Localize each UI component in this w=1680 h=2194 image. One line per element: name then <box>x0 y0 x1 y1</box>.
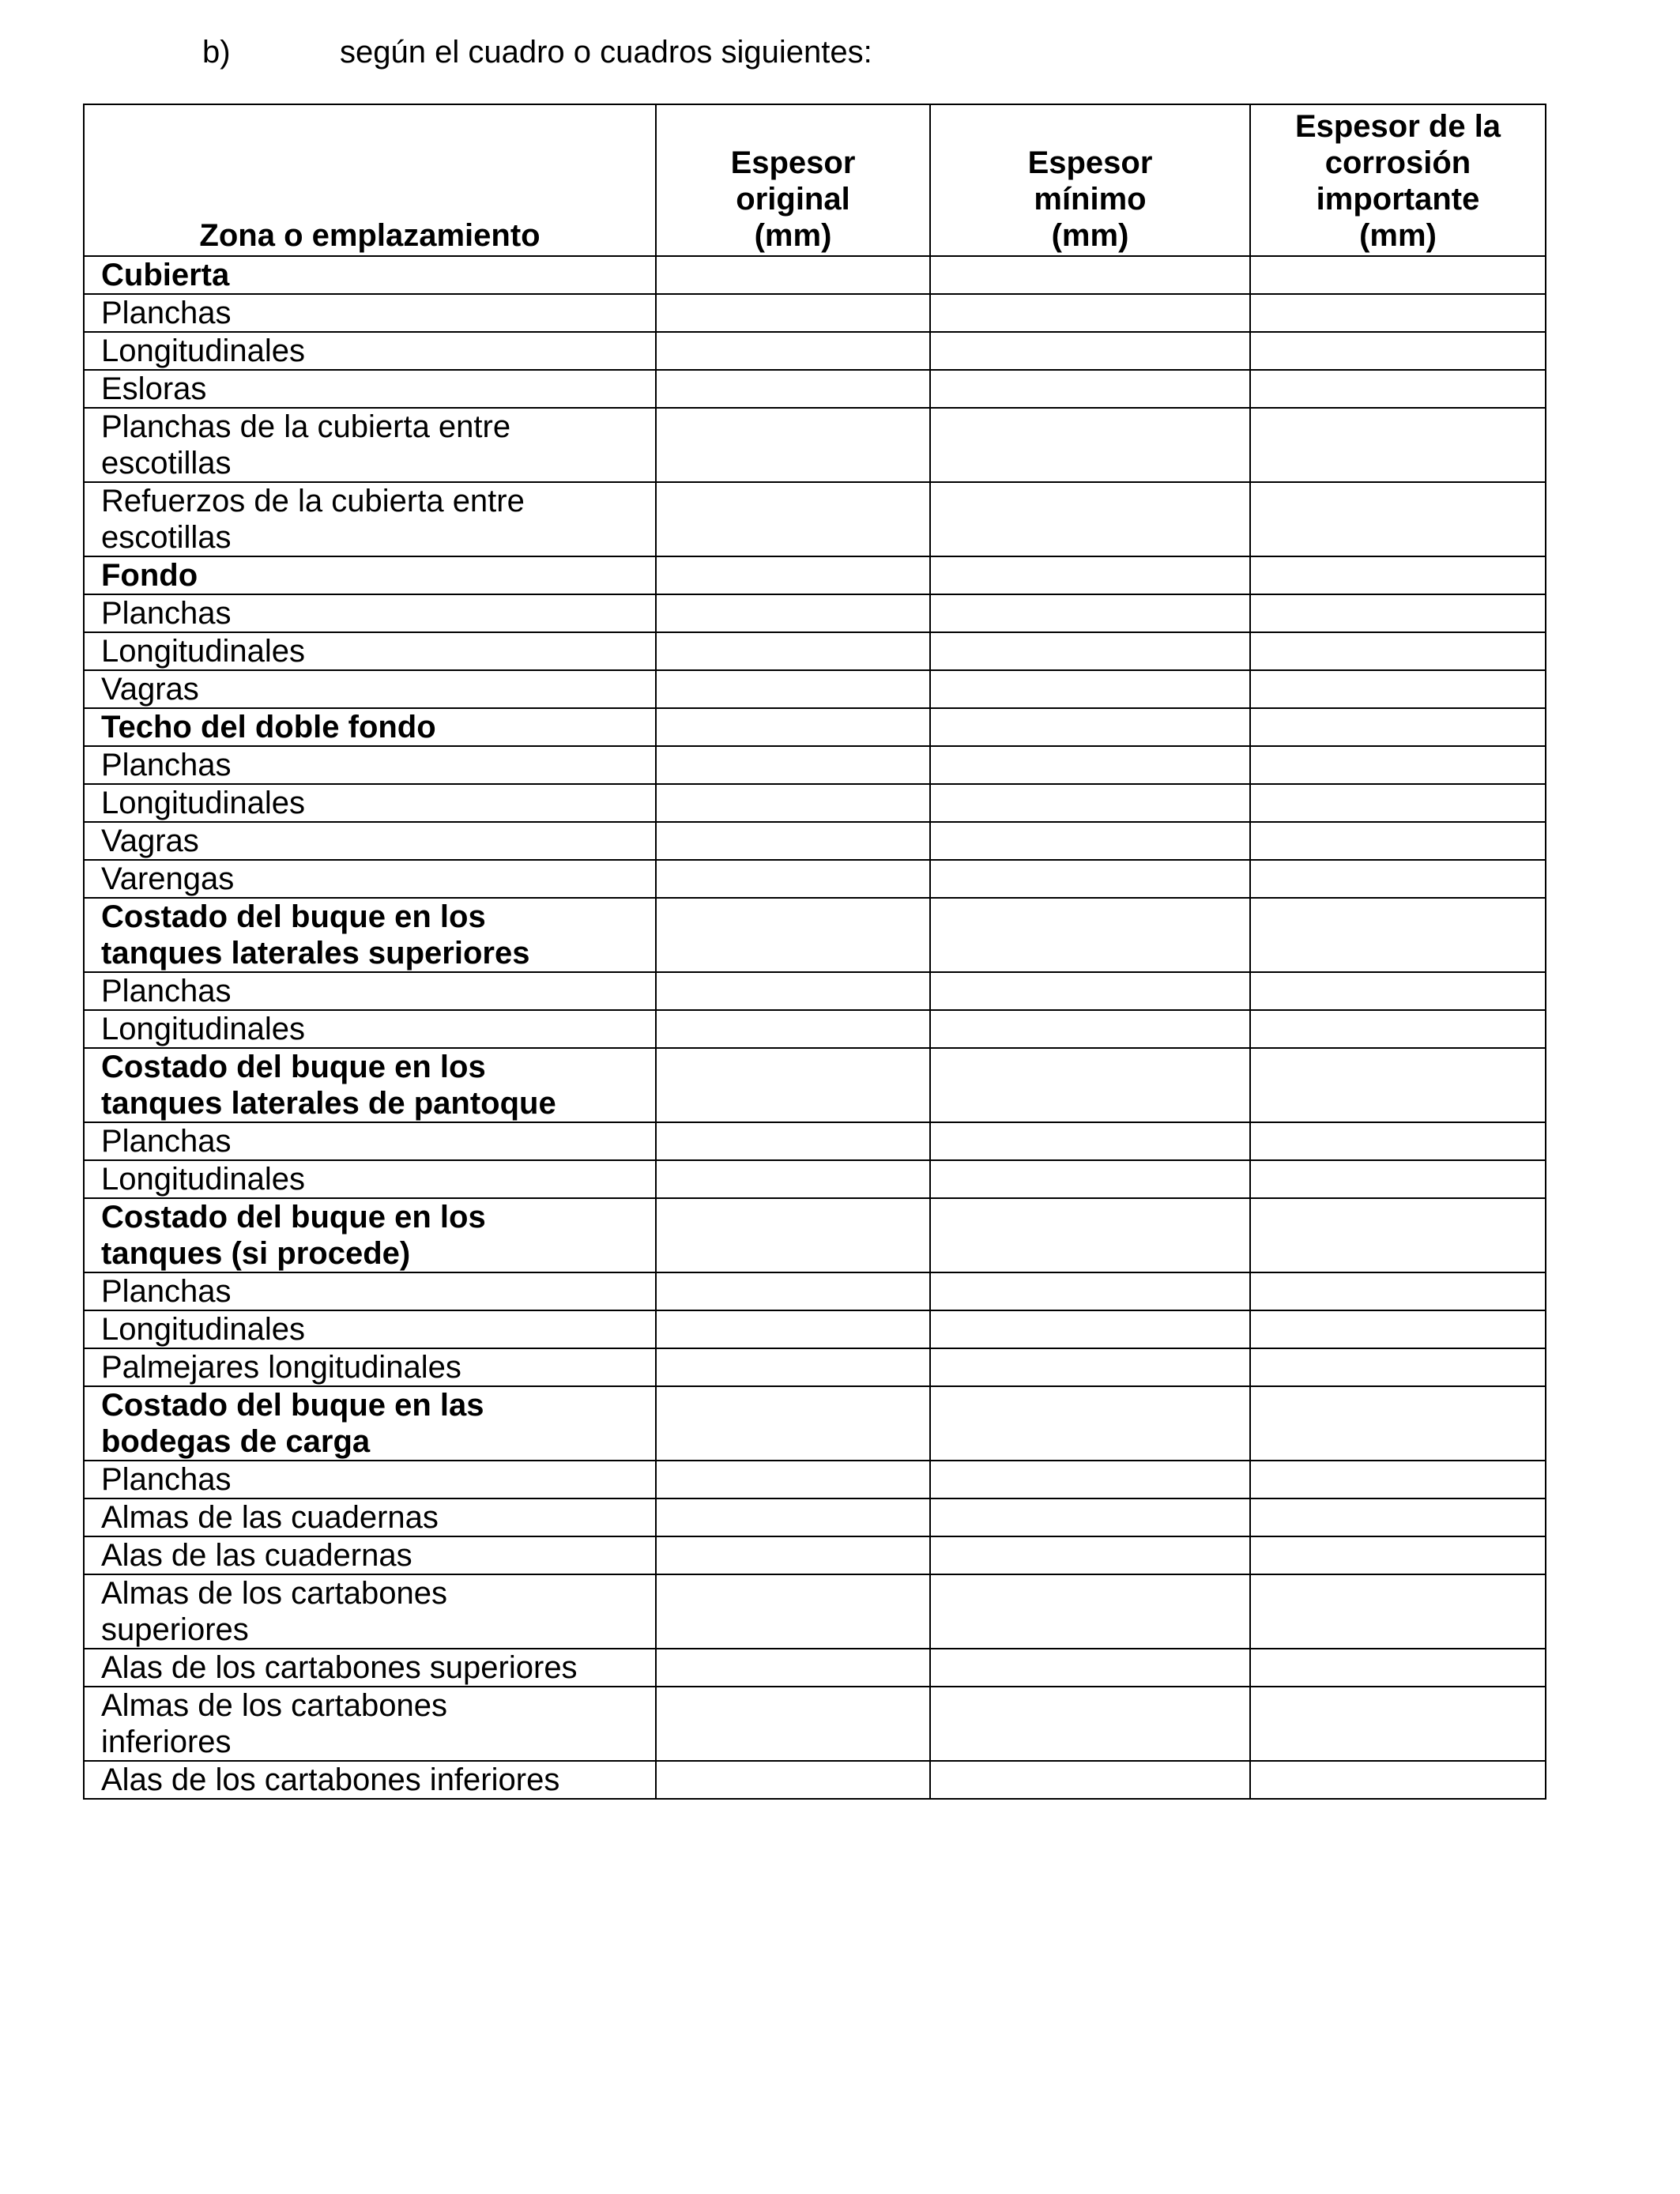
row-label-text: Longitudinales <box>101 634 305 669</box>
espesor-minimo-cell <box>930 594 1250 632</box>
row-label-text: Costado del buque en las <box>101 1388 484 1423</box>
espesor-minimo-cell <box>930 860 1250 898</box>
espesor-original-cell <box>656 1536 930 1574</box>
espesor-corrosion-cell <box>1250 1010 1546 1048</box>
espesor-minimo-cell <box>930 1048 1250 1122</box>
espesor-minimo-cell <box>930 784 1250 822</box>
row-label <box>84 1536 656 1574</box>
row-label <box>84 1310 656 1348</box>
espesor-corrosion-cell <box>1250 708 1546 746</box>
row-label <box>84 972 656 1010</box>
table-row <box>84 784 1546 822</box>
section-marker: b) <box>202 35 231 70</box>
row-label-text: Vagras <box>101 824 199 858</box>
row-label <box>84 1272 656 1310</box>
espesor-minimo-cell <box>930 1461 1250 1498</box>
row-label-text: escotillas <box>101 446 232 481</box>
row-label-text: Costado del buque en los <box>101 899 486 934</box>
espesor-original-cell <box>656 1010 930 1048</box>
espesor-corrosion-cell <box>1250 670 1546 708</box>
espesor-corrosion-cell <box>1250 746 1546 784</box>
espesor-corrosion-cell <box>1250 1048 1546 1122</box>
row-label <box>84 822 656 860</box>
table-row <box>84 898 1546 972</box>
header-espesor-minimo <box>930 104 1250 256</box>
espesor-original-cell <box>656 1160 930 1198</box>
espesor-minimo-cell <box>930 898 1250 972</box>
table-body <box>84 256 1546 1799</box>
espesor-original-cell <box>656 670 930 708</box>
espesor-minimo-cell <box>930 370 1250 408</box>
header-line: (mm) <box>1359 218 1437 253</box>
espesor-minimo-cell <box>930 1272 1250 1310</box>
espesor-original-cell <box>656 556 930 594</box>
section-row-label <box>84 898 656 972</box>
row-label-text: Techo del doble fondo <box>101 710 436 745</box>
row-label-text: tanques (si procede) <box>101 1236 411 1271</box>
section-row-label <box>84 1198 656 1272</box>
espesor-corrosion-cell <box>1250 256 1546 294</box>
espesor-minimo-cell <box>930 1687 1250 1761</box>
espesor-corrosion-cell <box>1250 1649 1546 1687</box>
row-label-text: Longitudinales <box>101 1012 305 1046</box>
espesor-minimo-cell <box>930 670 1250 708</box>
row-label <box>84 332 656 370</box>
header-line: (mm) <box>1051 218 1129 253</box>
table-row <box>84 408 1546 482</box>
espesor-minimo-cell <box>930 746 1250 784</box>
header-line: (mm) <box>754 218 832 253</box>
row-label-text: Palmejares longitudinales <box>101 1350 461 1385</box>
espesor-corrosion-cell <box>1250 632 1546 670</box>
espesor-corrosion-cell <box>1250 1461 1546 1498</box>
header-line: Espesor de la <box>1294 109 1501 144</box>
row-label-text: Alas de las cuadernas <box>101 1538 412 1573</box>
espesor-original-cell <box>656 708 930 746</box>
espesor-minimo-cell <box>930 1761 1250 1799</box>
espesor-original-cell <box>656 1761 930 1799</box>
espesor-original-cell <box>656 1498 930 1536</box>
table-row <box>84 708 1546 746</box>
espesor-original-cell <box>656 1386 930 1461</box>
row-label-text: Planchas <box>101 1274 232 1309</box>
espesor-original-cell <box>656 1574 930 1649</box>
espesor-corrosion-cell <box>1250 594 1546 632</box>
header-espesor-original <box>656 104 930 256</box>
espesor-corrosion-cell <box>1250 822 1546 860</box>
row-label <box>84 1160 656 1198</box>
espesor-corrosion-cell <box>1250 1272 1546 1310</box>
row-label-text: Planchas <box>101 748 232 782</box>
espesor-corrosion-cell <box>1250 332 1546 370</box>
table-row <box>84 1386 1546 1461</box>
thickness-table <box>83 104 1546 1800</box>
row-label-text: Alas de los cartabones superiores <box>101 1650 578 1685</box>
row-label <box>84 746 656 784</box>
espesor-corrosion-cell <box>1250 784 1546 822</box>
table-row <box>84 1498 1546 1536</box>
table-row <box>84 972 1546 1010</box>
espesor-corrosion-cell <box>1250 1160 1546 1198</box>
row-label-text: superiores <box>101 1612 249 1647</box>
row-label <box>84 482 656 556</box>
espesor-minimo-cell <box>930 1649 1250 1687</box>
espesor-corrosion-cell <box>1250 1574 1546 1649</box>
table-row <box>84 1048 1546 1122</box>
row-label <box>84 1461 656 1498</box>
row-label-text: Planchas de la cubierta entre <box>101 409 511 444</box>
table-row <box>84 1160 1546 1198</box>
table-row <box>84 632 1546 670</box>
table-row <box>84 670 1546 708</box>
row-label <box>84 1649 656 1687</box>
espesor-original-cell <box>656 1310 930 1348</box>
row-label-text: Planchas <box>101 974 232 1008</box>
espesor-original-cell <box>656 822 930 860</box>
table-header-row <box>84 104 1546 256</box>
espesor-minimo-cell <box>930 332 1250 370</box>
espesor-minimo-cell <box>930 972 1250 1010</box>
espesor-minimo-cell <box>930 632 1250 670</box>
row-label <box>84 1761 656 1799</box>
table-row <box>84 370 1546 408</box>
espesor-minimo-cell <box>930 1160 1250 1198</box>
row-label <box>84 632 656 670</box>
row-label <box>84 294 656 332</box>
row-label-text: tanques laterales de pantoque <box>101 1086 556 1121</box>
row-label-text: Planchas <box>101 296 232 330</box>
espesor-original-cell <box>656 1272 930 1310</box>
table-row <box>84 1461 1546 1498</box>
row-label-text: escotillas <box>101 520 232 555</box>
row-label-text: Planchas <box>101 1124 232 1159</box>
espesor-minimo-cell <box>930 1010 1250 1048</box>
row-label <box>84 1687 656 1761</box>
section-heading-text: según el cuadro o cuadros siguientes: <box>340 35 872 70</box>
espesor-original-cell <box>656 1048 930 1122</box>
row-label <box>84 1574 656 1649</box>
row-label-text: Longitudinales <box>101 1162 305 1197</box>
table-row <box>84 1574 1546 1649</box>
espesor-minimo-cell <box>930 1122 1250 1160</box>
espesor-minimo-cell <box>930 822 1250 860</box>
header-line: Zona o emplazamiento <box>199 218 541 253</box>
espesor-corrosion-cell <box>1250 294 1546 332</box>
table-row <box>84 1649 1546 1687</box>
row-label-text: Esloras <box>101 371 207 406</box>
espesor-corrosion-cell <box>1250 482 1546 556</box>
table-row <box>84 294 1546 332</box>
row-label <box>84 594 656 632</box>
espesor-corrosion-cell <box>1250 1348 1546 1386</box>
espesor-minimo-cell <box>930 1348 1250 1386</box>
section-row-label <box>84 256 656 294</box>
row-label <box>84 370 656 408</box>
header-espesor-corrosion <box>1250 104 1546 256</box>
espesor-minimo-cell <box>930 1198 1250 1272</box>
espesor-original-cell <box>656 784 930 822</box>
header-line: Espesor <box>730 145 856 180</box>
espesor-minimo-cell <box>930 482 1250 556</box>
espesor-corrosion-cell <box>1250 1386 1546 1461</box>
table-row <box>84 1198 1546 1272</box>
row-label <box>84 1122 656 1160</box>
espesor-corrosion-cell <box>1250 1498 1546 1536</box>
row-label-text: Fondo <box>101 558 198 593</box>
espesor-minimo-cell <box>930 708 1250 746</box>
row-label-text: Almas de las cuadernas <box>101 1500 439 1535</box>
espesor-minimo-cell <box>930 1498 1250 1536</box>
espesor-corrosion-cell <box>1250 860 1546 898</box>
row-label <box>84 670 656 708</box>
table-row <box>84 1761 1546 1799</box>
espesor-corrosion-cell <box>1250 1122 1546 1160</box>
row-label-text: Longitudinales <box>101 334 305 368</box>
header-line: original <box>736 182 850 217</box>
table-row <box>84 1348 1546 1386</box>
espesor-minimo-cell <box>930 408 1250 482</box>
table-row <box>84 1310 1546 1348</box>
row-label-text: Planchas <box>101 596 232 631</box>
row-label <box>84 1498 656 1536</box>
espesor-original-cell <box>656 294 930 332</box>
row-label-text: Longitudinales <box>101 1312 305 1347</box>
espesor-original-cell <box>656 1122 930 1160</box>
espesor-original-cell <box>656 1348 930 1386</box>
header-line: mínimo <box>1034 182 1147 217</box>
espesor-original-cell <box>656 1687 930 1761</box>
table-row <box>84 594 1546 632</box>
espesor-original-cell <box>656 632 930 670</box>
table-row <box>84 1010 1546 1048</box>
espesor-corrosion-cell <box>1250 898 1546 972</box>
header-line: Espesor <box>1027 145 1153 180</box>
row-label-text: Vagras <box>101 672 199 707</box>
table-row <box>84 746 1546 784</box>
row-label-text: Almas de los cartabones <box>101 1576 448 1611</box>
espesor-original-cell <box>656 898 930 972</box>
espesor-corrosion-cell <box>1250 1536 1546 1574</box>
table-row <box>84 332 1546 370</box>
espesor-corrosion-cell <box>1250 1198 1546 1272</box>
row-label-text: bodegas de carga <box>101 1424 371 1459</box>
row-label-text: Costado del buque en los <box>101 1200 486 1235</box>
section-row-label <box>84 1386 656 1461</box>
row-label-text: Refuerzos de la cubierta entre <box>101 484 525 518</box>
espesor-original-cell <box>656 860 930 898</box>
section-row-label <box>84 556 656 594</box>
espesor-corrosion-cell <box>1250 972 1546 1010</box>
espesor-corrosion-cell <box>1250 1761 1546 1799</box>
espesor-corrosion-cell <box>1250 1687 1546 1761</box>
row-label <box>84 1010 656 1048</box>
espesor-original-cell <box>656 408 930 482</box>
espesor-original-cell <box>656 482 930 556</box>
section-row-label <box>84 708 656 746</box>
table-row <box>84 256 1546 294</box>
table-row <box>84 556 1546 594</box>
row-label-text: tanques laterales superiores <box>101 936 530 971</box>
row-label-text: Longitudinales <box>101 786 305 820</box>
espesor-original-cell <box>656 256 930 294</box>
espesor-original-cell <box>656 332 930 370</box>
espesor-minimo-cell <box>930 556 1250 594</box>
espesor-minimo-cell <box>930 1386 1250 1461</box>
espesor-minimo-cell <box>930 1310 1250 1348</box>
espesor-original-cell <box>656 1649 930 1687</box>
espesor-minimo-cell <box>930 294 1250 332</box>
espesor-minimo-cell <box>930 256 1250 294</box>
header-zona <box>84 104 656 256</box>
row-label-text: Planchas <box>101 1462 232 1497</box>
table-row <box>84 1536 1546 1574</box>
espesor-original-cell <box>656 594 930 632</box>
espesor-corrosion-cell <box>1250 370 1546 408</box>
espesor-corrosion-cell <box>1250 1310 1546 1348</box>
espesor-corrosion-cell <box>1250 408 1546 482</box>
table-row <box>84 1687 1546 1761</box>
row-label <box>84 408 656 482</box>
row-label-text: Cubierta <box>101 258 230 292</box>
espesor-original-cell <box>656 1461 930 1498</box>
espesor-minimo-cell <box>930 1536 1250 1574</box>
table-row <box>84 860 1546 898</box>
row-label-text: inferiores <box>101 1725 232 1759</box>
row-label <box>84 1348 656 1386</box>
espesor-original-cell <box>656 1198 930 1272</box>
row-label <box>84 860 656 898</box>
espesor-original-cell <box>656 746 930 784</box>
row-label <box>84 784 656 822</box>
table-row <box>84 1272 1546 1310</box>
espesor-corrosion-cell <box>1250 556 1546 594</box>
row-label-text: Costado del buque en los <box>101 1050 486 1084</box>
espesor-original-cell <box>656 370 930 408</box>
table-row <box>84 1122 1546 1160</box>
section-row-label <box>84 1048 656 1122</box>
table-row <box>84 482 1546 556</box>
row-label-text: Almas de los cartabones <box>101 1688 448 1723</box>
header-line: importante <box>1316 182 1480 217</box>
espesor-minimo-cell <box>930 1574 1250 1649</box>
table-row <box>84 822 1546 860</box>
espesor-original-cell <box>656 972 930 1010</box>
header-line: corrosión <box>1324 145 1471 180</box>
row-label-text: Varengas <box>101 861 235 896</box>
section-heading <box>0 28 1680 76</box>
row-label-text: Alas de los cartabones inferiores <box>101 1762 560 1797</box>
